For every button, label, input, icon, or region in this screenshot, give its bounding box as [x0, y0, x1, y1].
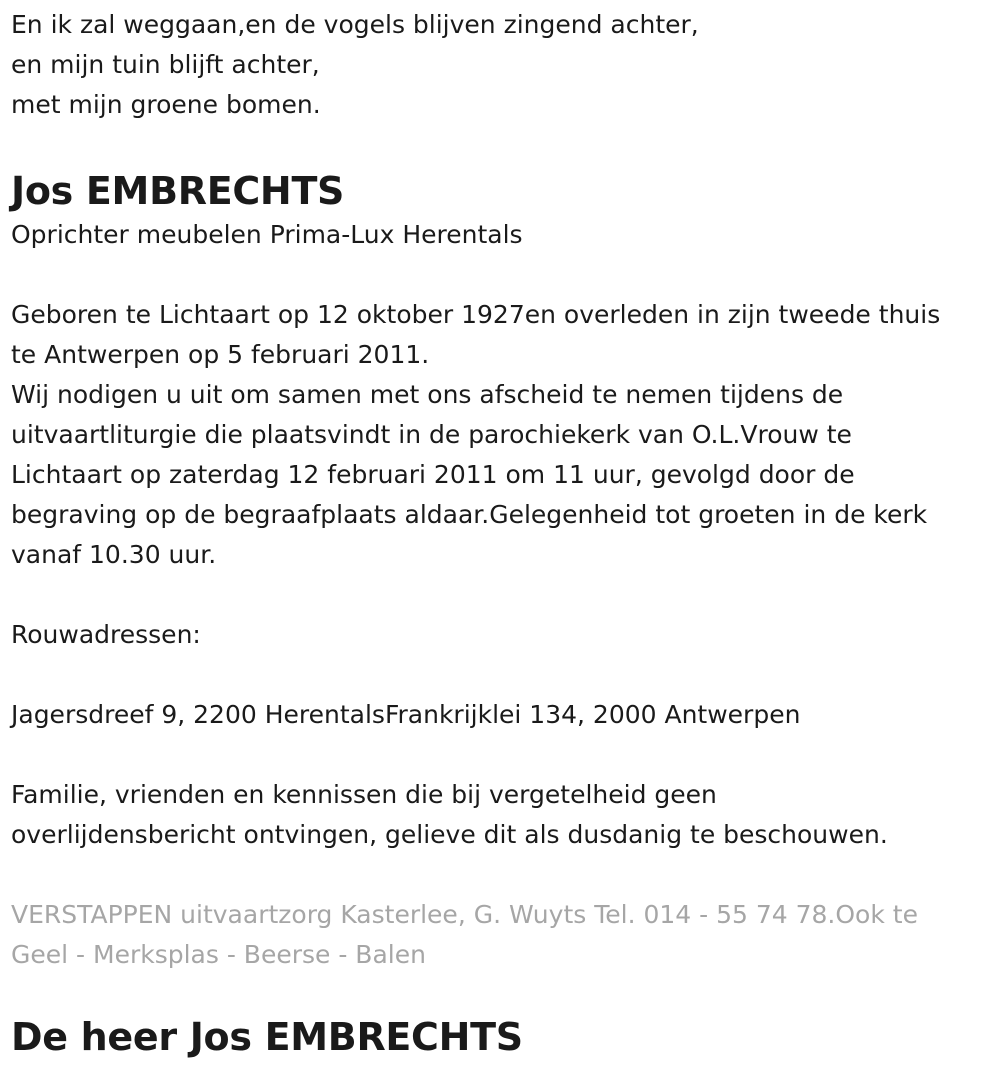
invitation-line: vanaf 10.30 uur.	[11, 540, 217, 569]
announcement	[11, 295, 996, 375]
invitation-line: begraving op de begraafplaats aldaar.Gelegenheid tot groeten in de kerk	[11, 500, 928, 529]
announcement-line: te Antwerpen op 5 februari 2011.	[11, 340, 430, 369]
undertaker-line: Geel - Merksplas - Beerse - Balen	[11, 940, 426, 969]
undertaker-info	[11, 895, 996, 975]
invitation-line: Wij nodigen u uit om samen met ons afscheid te nemen tijdens de	[11, 380, 844, 409]
poem	[11, 5, 996, 125]
obituary-page	[0, 5, 996, 1059]
undertaker-line: VERSTAPPEN uitvaartzorg Kasterlee, G. Wuyts Tel. 014 - 55 74 78.Ook te	[11, 900, 918, 929]
deceased-name: Jos EMBRECHTS	[11, 169, 345, 213]
invitation-line: uitvaartliturgie die plaatsvindt in de parochiekerk van O.L.Vrouw te	[11, 420, 852, 449]
announcement-line: Geboren te Lichtaart op 12 oktober 1927en overleden in zijn tweede thuis	[11, 300, 941, 329]
addresses-label: Rouwadressen:	[11, 620, 201, 649]
notice-line: overlijdensbericht ontvingen, gelieve dit als dusdanig te beschouwen.	[11, 820, 888, 849]
deceased-subtitle: Oprichter meubelen Prima-Lux Herentals	[11, 220, 523, 249]
poem-line: met mijn groene bomen.	[11, 90, 321, 119]
poem-line: en mijn tuin blijft achter,	[11, 50, 320, 79]
invitation-line: Lichtaart op zaterdag 12 februari 2011 om 11 uur, gevolgd door de	[11, 460, 855, 489]
invitation	[11, 375, 996, 575]
formal-name: De heer Jos EMBRECHTS	[11, 1015, 523, 1059]
addresses: Jagersdreef 9, 2200 HerentalsFrankrijklei 134, 2000 Antwerpen	[11, 700, 801, 729]
notice	[11, 775, 996, 855]
notice-line: Familie, vrienden en kennissen die bij vergetelheid geen	[11, 780, 717, 809]
poem-line: En ik zal weggaan,en de vogels blijven zingend achter,	[11, 10, 699, 39]
